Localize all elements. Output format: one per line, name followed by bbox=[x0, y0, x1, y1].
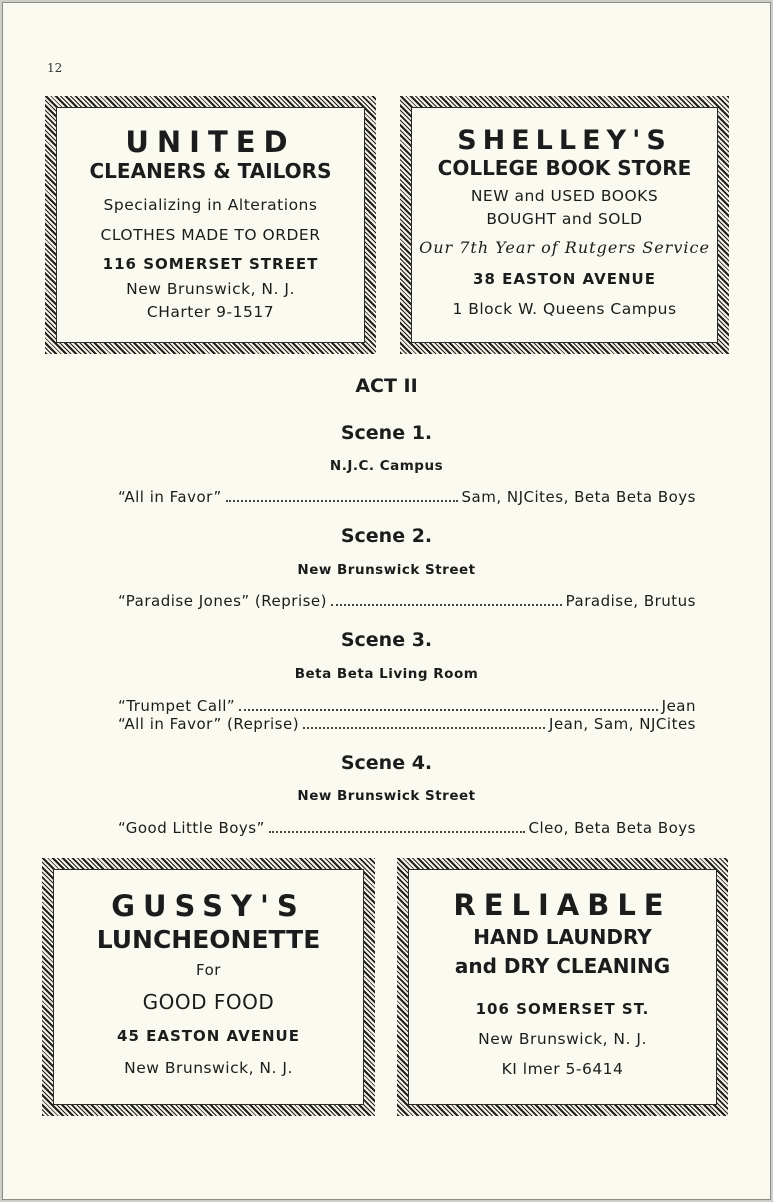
ad-shelley-tagline: Our 7th Year of Rutgers Service bbox=[419, 238, 710, 258]
ad-reliable-phone: KI lmer 5-6414 bbox=[501, 1059, 624, 1078]
scene-title: Scene 4. bbox=[340, 752, 433, 774]
ad-shelley-location: 1 Block W. Queens Campus bbox=[452, 299, 677, 318]
ad-reliable-content bbox=[408, 869, 717, 1105]
ad-united-phone: CHarter 9-1517 bbox=[146, 302, 275, 321]
ad-gussy-good-food: GOOD FOOD bbox=[142, 989, 275, 1014]
song-name: “Good Little Boys” bbox=[118, 819, 265, 837]
song-performers: Jean, Sam, NJCites bbox=[549, 715, 696, 733]
ad-shelley-line1: NEW and USED BOOKS bbox=[470, 186, 659, 205]
scene-location: New Brunswick Street bbox=[297, 562, 476, 578]
song-line bbox=[118, 590, 696, 610]
ad-united-subtitle: CLEANERS & TAILORS bbox=[89, 158, 332, 183]
song-line bbox=[118, 695, 696, 715]
ad-reliable-city: New Brunswick, N. J. bbox=[478, 1029, 647, 1048]
song-name: “Paradise Jones” (Reprise) bbox=[118, 592, 328, 610]
song-performers: Paradise, Brutus bbox=[565, 592, 696, 610]
ad-shelley-content bbox=[411, 107, 718, 343]
dot-leader bbox=[239, 695, 657, 711]
ad-shelley-title: SHELLEY'S bbox=[457, 125, 672, 157]
scene-location: N.J.C. Campus bbox=[329, 458, 444, 474]
ad-united-content bbox=[56, 107, 365, 343]
ad-united-title: UNITED bbox=[125, 124, 296, 159]
ad-shelleys-book-store bbox=[400, 96, 729, 354]
song-line bbox=[118, 817, 696, 837]
dot-leader bbox=[303, 713, 545, 729]
song-name: “All in Favor” bbox=[118, 488, 222, 506]
song-name: “All in Favor” (Reprise) bbox=[118, 715, 300, 733]
ad-united-line2: CLOTHES MADE TO ORDER bbox=[100, 225, 321, 244]
ad-reliable-subtitle1: HAND LAUNDRY bbox=[473, 924, 652, 949]
ad-gussy-for: For bbox=[196, 961, 221, 980]
ad-united-cleaners bbox=[45, 96, 376, 354]
scene-location: New Brunswick Street bbox=[297, 788, 476, 804]
ad-reliable-title: RELIABLE bbox=[453, 887, 672, 922]
ad-reliable-subtitle2: and DRY CLEANING bbox=[454, 953, 671, 978]
scene-location: Beta Beta Living Room bbox=[294, 666, 479, 682]
ad-united-address: 116 SOMERSET STREET bbox=[102, 254, 319, 273]
dot-leader bbox=[226, 486, 458, 502]
dot-leader bbox=[269, 817, 525, 833]
ad-gussy-address: 45 EASTON AVENUE bbox=[117, 1026, 300, 1045]
song-performers: Jean bbox=[661, 697, 696, 715]
scene-title: Scene 2. bbox=[340, 525, 433, 547]
ad-gussy-title: GUSSY'S bbox=[111, 888, 306, 923]
ad-reliable-address: 106 SOMERSET ST. bbox=[475, 999, 650, 1018]
ad-reliable-laundry bbox=[397, 858, 728, 1116]
ad-gussys-luncheonette bbox=[42, 858, 375, 1116]
song-line bbox=[118, 486, 696, 506]
ad-shelley-address: 38 EASTON AVENUE bbox=[473, 270, 656, 289]
ad-gussy-content bbox=[53, 869, 364, 1105]
act-heading: ACT II bbox=[355, 375, 418, 397]
ad-united-line1: Specializing in Alterations bbox=[103, 195, 318, 214]
song-name: “Trumpet Call” bbox=[118, 697, 236, 715]
page-number: 12 bbox=[47, 61, 63, 75]
song-performers: Sam, NJCites, Beta Beta Boys bbox=[461, 488, 696, 506]
ad-gussy-subtitle: LUNCHEONETTE bbox=[96, 924, 321, 954]
scene-title: Scene 3. bbox=[340, 629, 433, 651]
ad-gussy-city: New Brunswick, N. J. bbox=[124, 1058, 293, 1077]
ad-shelley-line2: BOUGHT and SOLD bbox=[486, 210, 643, 229]
scene-title: Scene 1. bbox=[340, 422, 433, 444]
ad-united-city: New Brunswick, N. J. bbox=[126, 280, 295, 299]
ad-shelley-subtitle: COLLEGE BOOK STORE bbox=[437, 155, 692, 180]
song-line bbox=[118, 713, 696, 733]
dot-leader bbox=[331, 590, 562, 606]
song-performers: Cleo, Beta Beta Boys bbox=[528, 819, 696, 837]
